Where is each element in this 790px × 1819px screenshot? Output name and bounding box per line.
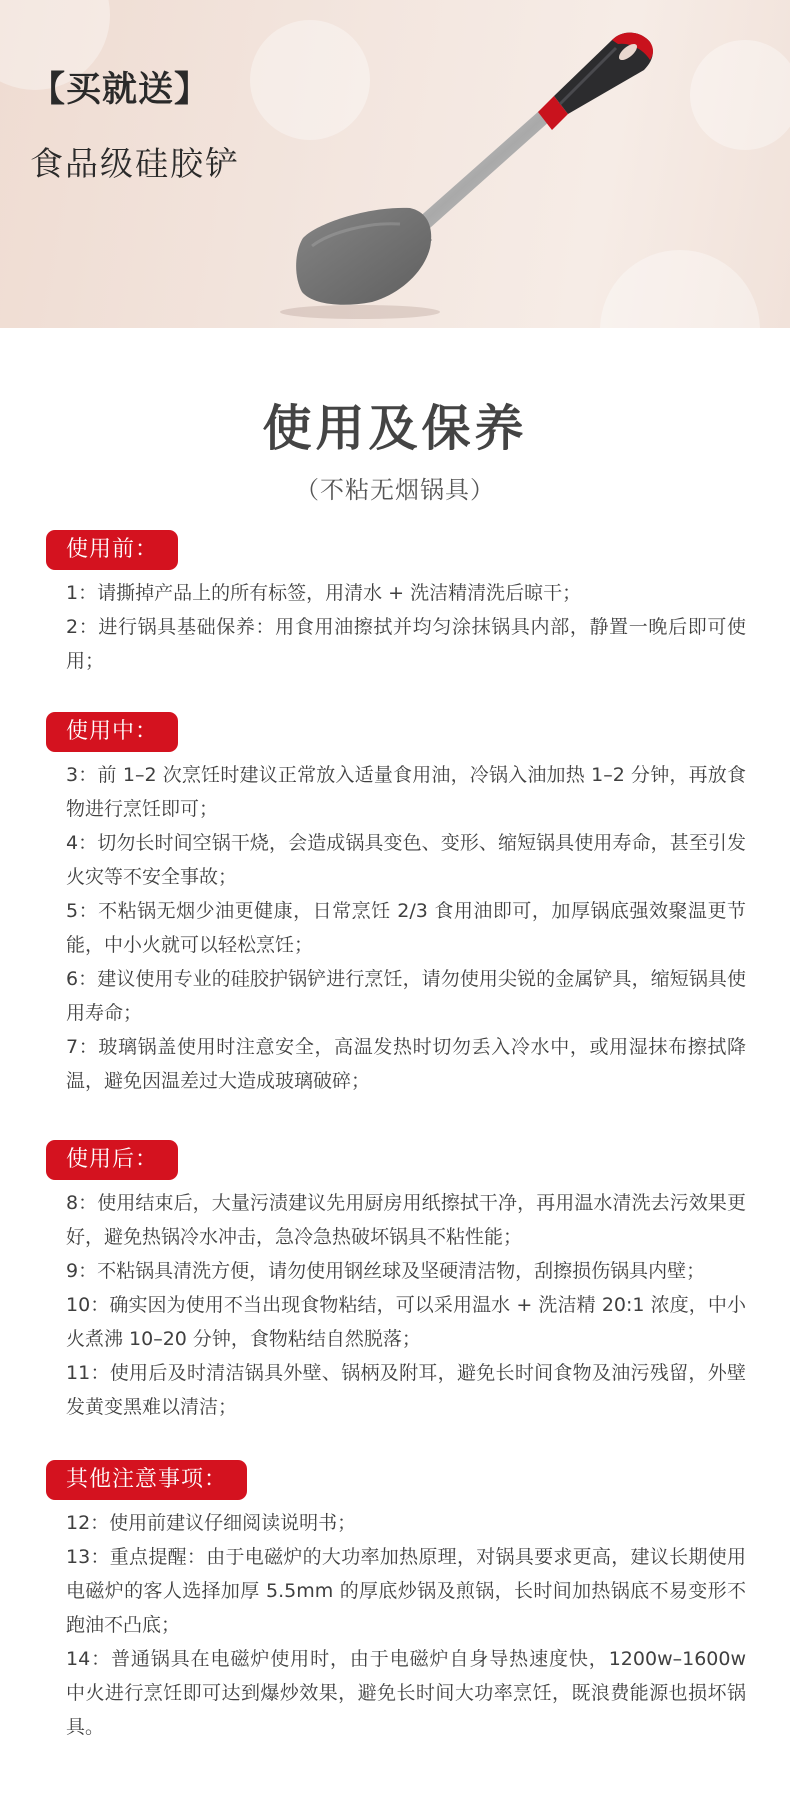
section-label: 使用后： xyxy=(46,1140,178,1180)
instruction-item: 1：请撕掉产品上的所有标签，用清水 + 洗洁精清洗后晾干； xyxy=(66,582,582,604)
page-title: 使用及保养 xyxy=(262,400,528,457)
section-during-use xyxy=(46,712,746,1098)
silicone-spatula-image xyxy=(0,0,790,328)
instruction-item: 9：不粘锅具清洗方便，请勿使用钢丝球及坚硬清洁物，刮擦损伤锅具内壁； xyxy=(66,1260,706,1282)
instruction-item: 2：进行锅具基础保养：用食用油擦拭并均匀涂抹锅具内部，静置一晚后即可使用； xyxy=(66,616,746,672)
instruction-item: 3：前 1–2 次烹饪时建议正常放入适量食用油，冷锅入油加热 1–2 分钟，再放食物进行烹饪即可； xyxy=(66,764,746,820)
page-subtitle: （不粘无烟锅具） xyxy=(295,476,495,504)
product-banner xyxy=(0,0,790,328)
gift-product-name: 食品级硅胶铲 xyxy=(30,144,240,183)
gift-tag: 【买就送】 xyxy=(30,70,211,110)
instruction-item: 10：确实因为使用不当出现食物粘结，可以采用温水 + 洗洁精 20:1 浓度，中小火煮沸 10–20 分钟，食物粘结自然脱落； xyxy=(66,1294,746,1350)
instruction-item: 5：不粘锅无烟少油更健康，日常烹饪 2/3 食用油即可，加厚锅底强效聚温更节能，中小火就可以轻松烹饪； xyxy=(66,900,746,956)
instruction-item: 11：使用后及时清洁锅具外壁、锅柄及附耳，避免长时间食物及油污残留，外壁发黄变黑难以清洁； xyxy=(66,1362,746,1418)
instruction-item: 6：建议使用专业的硅胶护锅铲进行烹饪，请勿使用尖锐的金属铲具，缩短锅具使用寿命； xyxy=(66,968,746,1024)
section-label: 其他注意事项： xyxy=(46,1460,247,1500)
instruction-item: 12：使用前建议仔细阅读说明书； xyxy=(66,1512,357,1534)
section-before-use xyxy=(46,530,746,678)
section-label: 使用中： xyxy=(46,712,178,752)
instruction-item: 14：普通锅具在电磁炉使用时，由于电磁炉自身导热速度快，1200w–1600w 中火进行烹饪即可达到爆炒效果，避免长时间大功率烹饪，既浪费能源也损坏锅具。 xyxy=(66,1648,746,1738)
section-after-use xyxy=(46,1140,746,1424)
instruction-item: 8：使用结束后，大量污渍建议先用厨房用纸擦拭干净，再用温水清洗去污效果更好，避免热锅冷水冲击，急冷急热破坏锅具不粘性能； xyxy=(66,1192,746,1248)
care-heading xyxy=(0,390,790,505)
instruction-item: 13：重点提醒：由于电磁炉的大功率加热原理，对锅具要求更高，建议长期使用电磁炉的客人选择加厚 5.5mm 的厚底炒锅及煎锅，长时间加热锅底不易变形不跑油不凸底； xyxy=(66,1546,746,1636)
section-other-notes xyxy=(46,1460,746,1744)
instruction-item: 4：切勿长时间空锅干烧，会造成锅具变色、变形、缩短锅具使用寿命，甚至引发火灾等不安全事故； xyxy=(66,832,746,888)
section-label: 使用前： xyxy=(46,530,178,570)
instruction-item: 7：玻璃锅盖使用时注意安全，高温发热时切勿丢入冷水中，或用湿抹布擦拭降温，避免因温差过大造成玻璃破碎； xyxy=(66,1036,746,1092)
